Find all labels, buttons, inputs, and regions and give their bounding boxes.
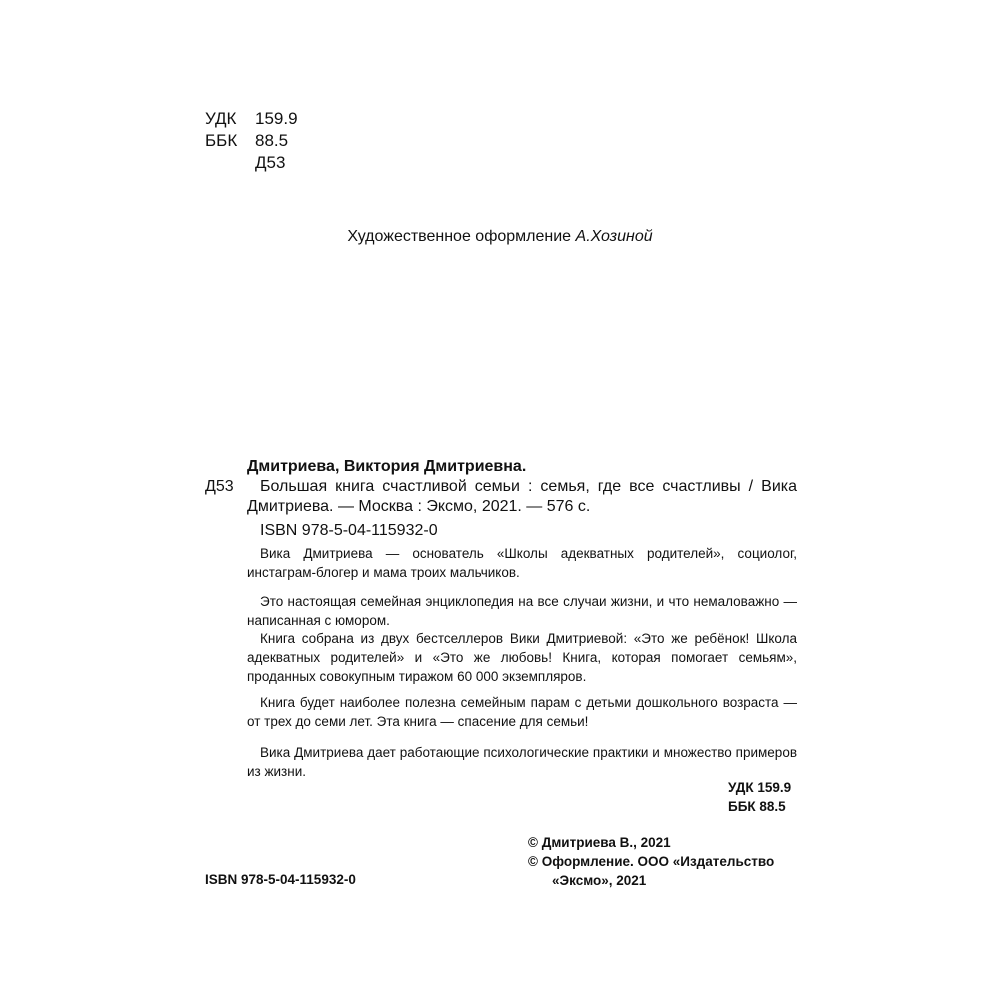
bbk-row: [205, 130, 288, 152]
udk-row: [205, 108, 298, 130]
udk-label: УДК: [205, 109, 237, 128]
bottom-isbn: ISBN 978-5-04-115932-0: [205, 872, 356, 887]
art-design-prefix: Художественное оформление: [347, 228, 576, 245]
catalog-udk: УДК 159.9: [728, 780, 792, 795]
copyright-author: © Дмитриева В., 2021: [528, 835, 671, 850]
catalog-author: Дмитриева, Виктория Дмитриевна.: [247, 458, 527, 475]
art-designer-name: А.Хозиной: [575, 228, 653, 245]
annotation-paragraph-2: Это настоящая семейная энциклопедия на все случаи жизни, и что немаловажно — написанная с юмором.: [247, 594, 797, 628]
copyright-design: © Оформление. ООО «Издательство: [528, 854, 775, 869]
catalog-title-entry: Большая книга счастливой семьи : семья, где все счастливы / Вика Дмитриева. — Москва : Эксмо, 2021. — 576 с.: [247, 478, 797, 515]
annotation-paragraph-4: Книга будет наиболее полезна семейным парам с детьми дошкольного возраста — от трех до семи лет. Эта книга — спасение для семьи!: [247, 695, 797, 729]
annotation-paragraph-5: Вика Дмитриева дает работающие психологические практики и множество примеров из жизни.: [247, 745, 797, 779]
bbk-label: ББК: [205, 131, 238, 150]
author-code: Д53: [255, 153, 286, 172]
author-code-row: [205, 152, 285, 174]
udk-value: 159.9: [255, 109, 298, 128]
annotation-paragraph-3: Книга собрана из двух бестселлеров Вики Дмитриевой: «Это же ребёнок! Школа адекватных родителей» и «Это же любовь! Книга, которая помогает семьям», проданных совокупным тиражом 60 000 экземпляров.: [247, 631, 797, 684]
copyright-publisher: «Эксмо», 2021: [552, 873, 647, 888]
catalog-bbk: ББК 88.5: [728, 799, 786, 814]
art-design-credit: [0, 227, 1000, 247]
catalog-isbn: ISBN 978-5-04-115932-0: [260, 522, 438, 539]
annotation-paragraph-1: Вика Дмитриева — основатель «Школы адекватных родителей», социолог, инстаграм-блогер и мама троих мальчиков.: [247, 546, 797, 580]
catalog-author-code: Д53: [205, 478, 234, 495]
bbk-value: 88.5: [255, 131, 289, 150]
